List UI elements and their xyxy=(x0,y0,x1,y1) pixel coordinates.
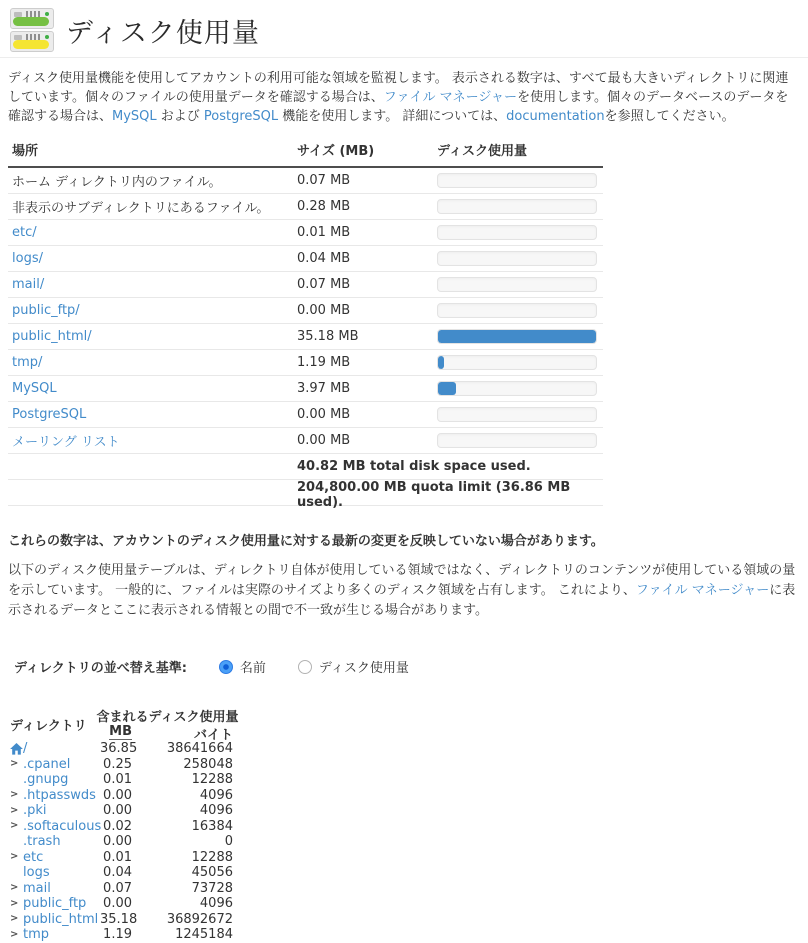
directory-link[interactable]: etc/ xyxy=(12,225,37,240)
size-value: 0.00 MB xyxy=(297,407,351,422)
directory-link[interactable]: .htpasswds xyxy=(23,787,96,803)
row-prefix-slot xyxy=(10,899,23,909)
intro-text: ディスク使用量機能を使用してアカウントの利用可能な領域を監視します。 表示される数字は、すべて最も大きいディレクトリに関連しています。個々のファイルの使用量データを確認する場合は、 xyxy=(8,71,789,105)
mb-value: 0.00 xyxy=(103,803,132,819)
table-row xyxy=(8,896,241,912)
directory-link[interactable]: tmp xyxy=(23,927,50,943)
directory-link[interactable]: public_ftp/ xyxy=(12,303,80,318)
total-disk-space-text: 40.82 MB total disk space used. xyxy=(297,459,531,474)
directory-link[interactable]: mail xyxy=(23,880,51,896)
row-prefix-slot xyxy=(10,759,23,769)
directory-link[interactable]: etc xyxy=(23,849,44,865)
directory-link[interactable]: mail/ xyxy=(12,277,45,292)
directory-link: 非表示のサブディレクトリにあるファイル。 xyxy=(12,201,270,216)
intro-text: 機能を使用します。 詳細については、 xyxy=(278,109,507,124)
bytes-value: 4096 xyxy=(199,896,233,912)
home-icon xyxy=(10,743,23,755)
row-prefix-slot xyxy=(10,914,23,924)
radio-sort-by-name[interactable] xyxy=(219,657,266,676)
table-body xyxy=(8,168,603,454)
expand-arrow-icon[interactable]: > xyxy=(10,789,19,801)
stale-numbers-note: これらの数字は、アカウントのディスク使用量に対する最新の変更を反映していない場合があります。 xyxy=(8,534,604,549)
intro-text: および xyxy=(156,109,204,124)
radio-button-icon[interactable] xyxy=(219,660,233,674)
file-manager-link[interactable]: ファイル マネージャー xyxy=(635,583,770,598)
bytes-value: 38641664 xyxy=(166,741,233,757)
column-header-mb: MB xyxy=(109,724,132,739)
mb-value: 0.07 xyxy=(103,880,132,896)
explanation-paragraph xyxy=(8,561,800,621)
usage-bar xyxy=(437,329,597,344)
table-row xyxy=(8,850,241,866)
row-prefix-slot xyxy=(10,883,23,893)
bytes-value: 4096 xyxy=(199,803,233,819)
usage-bar xyxy=(437,355,597,370)
usage-bar-fill xyxy=(438,382,456,395)
usage-bar xyxy=(437,303,597,318)
table-row xyxy=(8,927,241,943)
expand-arrow-icon[interactable]: > xyxy=(10,897,19,909)
documentation-link[interactable]: documentation xyxy=(506,109,605,124)
mb-value: 35.18 xyxy=(100,911,138,927)
bytes-value: 73728 xyxy=(191,880,233,896)
size-value: 0.07 MB xyxy=(297,173,351,188)
usage-bar xyxy=(437,173,597,188)
directory-link[interactable]: .trash xyxy=(23,834,61,850)
table-row xyxy=(8,865,241,881)
table-row xyxy=(8,298,603,324)
table-row xyxy=(8,757,241,773)
postgresql-link[interactable]: PostgreSQL xyxy=(203,109,279,124)
table-row xyxy=(8,376,603,402)
directory-link[interactable]: logs/ xyxy=(12,251,43,266)
directory-link[interactable]: public_ftp xyxy=(23,896,87,912)
size-value: 3.97 MB xyxy=(297,381,351,396)
directory-link[interactable]: / xyxy=(23,741,28,757)
file-manager-link[interactable]: ファイル マネージャー xyxy=(383,90,518,105)
mb-value: 0.02 xyxy=(103,818,132,834)
directory-link[interactable]: .gnupg xyxy=(23,772,69,788)
usage-bar xyxy=(437,381,597,396)
size-value: 35.18 MB xyxy=(297,329,359,344)
bytes-value: 0 xyxy=(224,834,233,850)
table-row xyxy=(8,246,603,272)
table-header-row xyxy=(8,132,603,168)
row-prefix-slot xyxy=(10,852,23,862)
radio-button-icon[interactable] xyxy=(298,660,312,674)
directory-link[interactable]: .cpanel xyxy=(23,756,71,772)
mb-value: 0.00 xyxy=(103,834,132,850)
usage-bar xyxy=(437,251,597,266)
mb-value: 0.01 xyxy=(103,772,132,788)
table-row xyxy=(8,168,603,194)
table-row xyxy=(8,272,603,298)
size-value: 1.19 MB xyxy=(297,355,351,370)
table-row xyxy=(8,402,603,428)
usage-bar-fill xyxy=(438,330,596,343)
table-row xyxy=(8,772,241,788)
usage-bar-fill xyxy=(438,356,444,369)
usage-bar xyxy=(437,407,597,422)
expand-arrow-icon[interactable]: > xyxy=(10,851,19,863)
usage-bar xyxy=(437,433,597,448)
directory-link[interactable]: public_html xyxy=(23,911,99,927)
directory-link[interactable]: logs xyxy=(23,865,50,881)
table-row xyxy=(8,834,241,850)
table-row xyxy=(8,788,241,804)
disk-usage-table xyxy=(8,132,603,510)
expand-arrow-icon[interactable]: > xyxy=(10,820,19,832)
quota-row xyxy=(8,480,603,510)
expand-arrow-icon[interactable]: > xyxy=(10,882,19,894)
page-title: ディスク使用量 xyxy=(66,17,260,49)
mb-value: 0.01 xyxy=(103,849,132,865)
mb-value: 1.19 xyxy=(103,927,132,943)
bytes-value: 16384 xyxy=(191,818,233,834)
column-header-contained-usage: 含まれるディスク使用量 xyxy=(96,710,239,725)
mb-value: 36.85 xyxy=(100,741,138,757)
bytes-value: 4096 xyxy=(199,787,233,803)
mysql-link[interactable]: MySQL xyxy=(112,109,157,124)
size-value: 0.04 MB xyxy=(297,251,351,266)
table-row xyxy=(8,819,241,835)
directory-link[interactable]: MySQL xyxy=(12,381,57,396)
directory-link: ホーム ディレクトリ内のファイル。 xyxy=(12,175,222,190)
table-row xyxy=(8,350,603,376)
explanation-text: 以下のディスク使用量テーブルは、ディレクトリ自体が使用している領域ではなく、ディレクトリのコンテンツが使用している領域の量を示しています。 一般的に、ファイルは実際のサイズより多くのディスク領域を占有します。 これにより、 xyxy=(8,563,796,598)
table-row xyxy=(8,428,603,454)
size-value: 0.07 MB xyxy=(297,277,351,292)
disk-usage-icon xyxy=(10,8,54,52)
table-row xyxy=(8,912,241,928)
bytes-value: 12288 xyxy=(191,772,233,788)
directory-table xyxy=(8,706,241,943)
column-header-size: サイズ (MB) xyxy=(297,144,375,159)
column-header-bytes: バイト xyxy=(193,728,233,743)
table-row xyxy=(8,324,603,350)
column-header-directory: ディレクトリ xyxy=(10,719,87,734)
expand-arrow-icon[interactable]: > xyxy=(10,758,19,770)
explanation-text: に表示されるデータとここに表示される情報との間で不一致が生じる場合があります。 xyxy=(8,583,796,618)
intro-paragraph xyxy=(8,69,800,126)
directory-link[interactable]: tmp/ xyxy=(12,355,43,370)
mb-value: 0.00 xyxy=(103,896,132,912)
row-prefix-slot xyxy=(10,821,23,831)
usage-bar xyxy=(437,225,597,240)
page-header xyxy=(0,0,808,58)
table-row xyxy=(8,741,241,757)
row-prefix-slot xyxy=(10,930,23,940)
radio-label: 名前 xyxy=(239,661,266,676)
directory-link[interactable]: public_html/ xyxy=(12,329,92,344)
table-row xyxy=(8,194,603,220)
bytes-value: 45056 xyxy=(191,865,233,881)
directory-table-body xyxy=(8,741,241,943)
directory-table-header xyxy=(8,706,241,741)
table-row xyxy=(8,220,603,246)
directory-link[interactable]: .pki xyxy=(23,803,47,819)
sort-label: ディレクトリの並べ替え基準: xyxy=(14,661,187,676)
directory-link[interactable]: メーリング リスト xyxy=(12,435,120,450)
column-header-location: 場所 xyxy=(12,144,39,159)
size-value: 0.28 MB xyxy=(297,199,351,214)
total-row xyxy=(8,454,603,480)
radio-label: ディスク使用量 xyxy=(318,661,409,676)
sort-control xyxy=(14,657,800,676)
intro-text: を使用します。個々のデータベースのデータを確認する場合は、 xyxy=(8,90,789,124)
expand-arrow-icon[interactable]: > xyxy=(10,804,19,816)
radio-sort-by-disk-usage[interactable] xyxy=(298,657,409,676)
row-prefix-slot xyxy=(10,790,23,800)
row-prefix-slot xyxy=(10,743,23,755)
usage-bar xyxy=(437,277,597,292)
table-row xyxy=(8,881,241,897)
usage-bar xyxy=(437,199,597,214)
bytes-value: 36892672 xyxy=(166,911,233,927)
bytes-value: 1245184 xyxy=(175,927,233,943)
table-row xyxy=(8,803,241,819)
intro-text: を参照してください。 xyxy=(604,109,735,124)
size-value: 0.00 MB xyxy=(297,303,351,318)
directory-link[interactable]: PostgreSQL xyxy=(12,407,87,422)
expand-arrow-icon[interactable]: > xyxy=(10,928,19,940)
expand-arrow-icon[interactable]: > xyxy=(10,913,19,925)
directory-link[interactable]: .softaculous xyxy=(23,818,102,834)
mb-value: 0.00 xyxy=(103,787,132,803)
column-header-usage: ディスク使用量 xyxy=(437,144,527,159)
bytes-value: 258048 xyxy=(183,756,233,772)
mb-value: 0.04 xyxy=(103,865,132,881)
bytes-value: 12288 xyxy=(191,849,233,865)
size-value: 0.01 MB xyxy=(297,225,351,240)
row-prefix-slot xyxy=(10,806,23,816)
quota-limit-text: 204,800.00 MB quota limit (36.86 MB used). xyxy=(297,480,571,510)
size-value: 0.00 MB xyxy=(297,433,351,448)
mb-value: 0.25 xyxy=(103,756,132,772)
